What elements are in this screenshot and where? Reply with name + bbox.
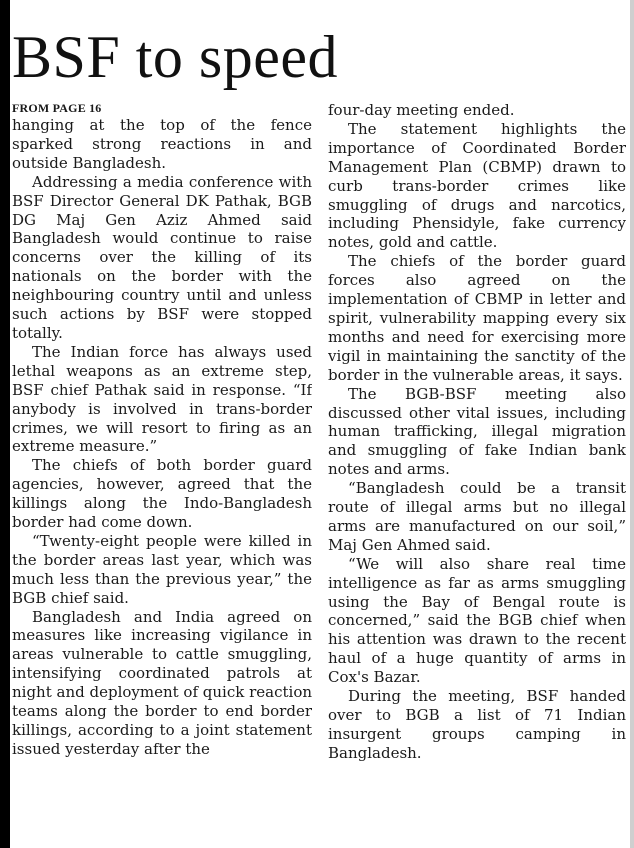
- page-edge-right: [630, 0, 634, 848]
- article-headline: BSF to speed: [12, 24, 339, 90]
- article-paragraph: During the meeting, BSF handed over to BGB a list of 71 Indian insurgent groups camping in Bangladesh.: [328, 687, 626, 762]
- article-column-right: [328, 101, 626, 841]
- article-paragraph: Addressing a media conference with BSF Director General DK Pathak, BGB DG Maj Gen Aziz Ahmed said Bangladesh would continue to raise concerns over the killing of its nationals on the border with the neighbouring country until and unless such actions by BSF were stopped totally.: [12, 172, 312, 342]
- article-paragraph: four-day meeting ended.: [328, 101, 515, 119]
- article-dateline: FROM PAGE 16: [12, 101, 102, 115]
- article-paragraph: Bangladesh and India agreed on measures like increasing vigilance in areas vulnerable to cattle smuggling, intensifying coordinated patrols at night and deployment of quick reaction teams along the border to end border killings, according to a joint statement issued yesterday after the: [12, 607, 312, 758]
- article-column-left: [12, 101, 312, 841]
- article-paragraph: The Indian force has always used lethal weapons as an extreme step, BSF chief Pathak said in response. “If anybody is involved in trans-border crimes, we will resort to firing as an extreme measure.”: [12, 342, 312, 456]
- article-paragraph: “Twenty-eight people were killed in the border areas last year, which was much less than the previous year,” the BGB chief said.: [12, 531, 312, 607]
- article-paragraph: “Bangladesh could be a transit route of illegal arms but no illegal arms are manufactured on our soil,” Maj Gen Ahmed said.: [328, 479, 626, 554]
- article-paragraph: The statement highlights the importance of Coordinated Border Management Plan (CBMP) drawn to curb trans-border crimes like smuggling of drugs and narcotics, including Phensidyle, fake currency notes, gold and cattle.: [328, 119, 626, 252]
- article-paragraph: The BGB-BSF meeting also discussed other vital issues, including human trafficking, illegal migration and smuggling of fake Indian bank notes and arms.: [328, 384, 626, 479]
- article-paragraph: hanging at the top of the fence sparked strong reactions in and outside Bangladesh.: [12, 116, 312, 172]
- article-paragraph: “We will also share real time intelligence as far as arms smuggling using the Bay of Bengal route is concerned,” said the BGB chief when his attention was drawn to the recent haul of a huge quantity of arms in Cox's Bazar.: [328, 554, 626, 687]
- page-edge-left: [0, 0, 10, 848]
- article-paragraph: The chiefs of both border guard agencies, however, agreed that the killings along the Indo-Bangladesh border had come down.: [12, 456, 312, 532]
- article-paragraph: The chiefs of the border guard forces also agreed on the implementation of CBMP in letter and spirit, vulnerability mapping every six months and need for exercising more vigil in maintaining the sanctity of the border in the vulnerable areas, it says.: [328, 252, 626, 384]
